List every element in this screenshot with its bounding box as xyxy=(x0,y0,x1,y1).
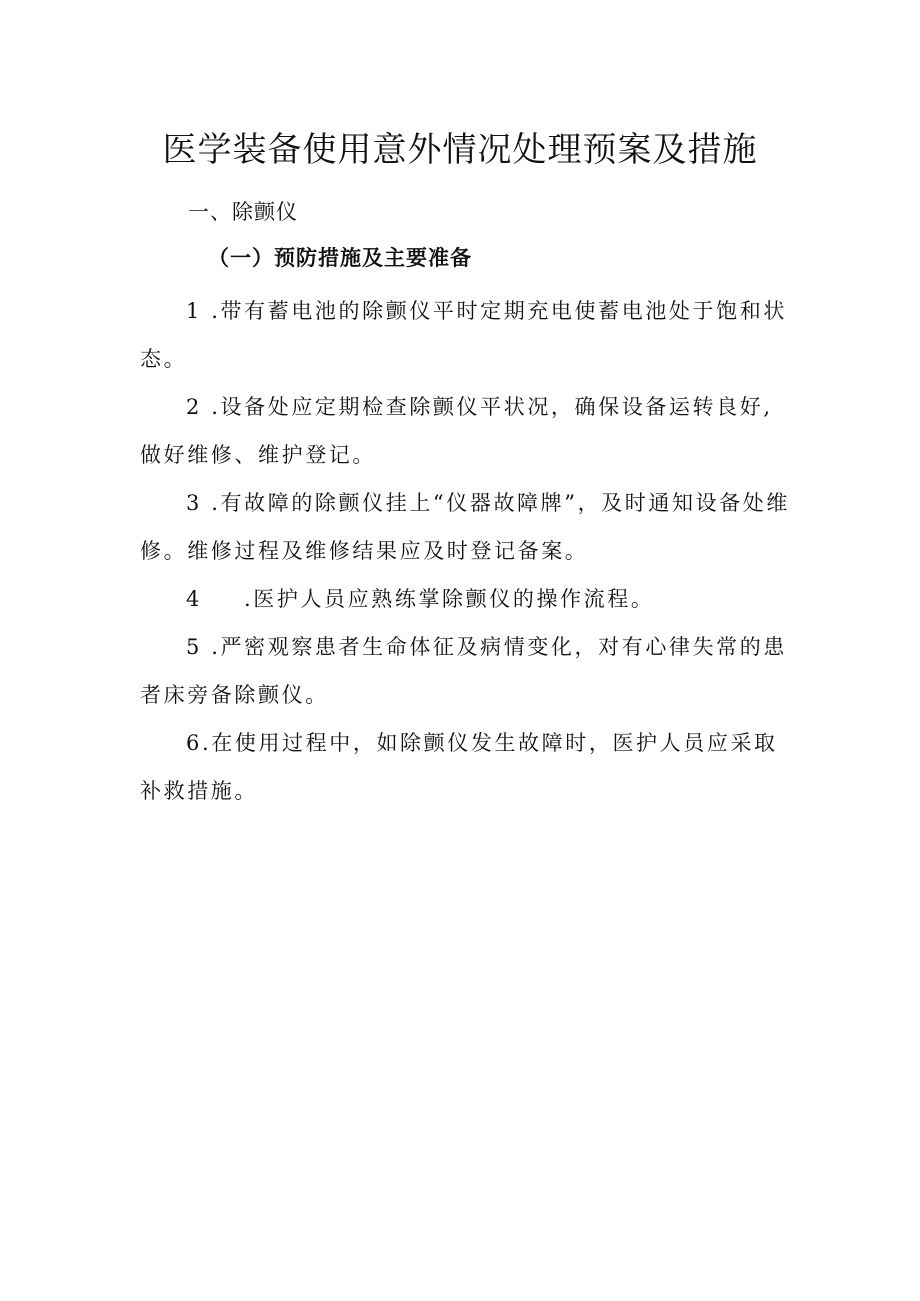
section-heading: 一、除颤仪 xyxy=(188,200,298,224)
item-text: .带有蓄电池的除颤仪平时定期充电使蓄电池处于饱和状态。 xyxy=(140,299,787,371)
item-text: .严密观察患者生命体征及病情变化，对有心律失常的患者床旁备除颤仪。 xyxy=(140,635,787,707)
item-text: .在使用过程中，如除颤仪发生故障时，医护人员应采取补救措施。 xyxy=(140,731,778,803)
list-item xyxy=(140,719,790,815)
measures-list xyxy=(140,287,790,815)
list-item xyxy=(140,287,790,383)
item-text: .设备处应定期检查除颤仪平状况，确保设备运转良好,做好维修、维护登记。 xyxy=(140,395,773,467)
item-number: 1 xyxy=(186,299,202,323)
item-text: .医护人员应熟练掌除颤仪的操作流程。 xyxy=(243,587,655,611)
item-number: 2 xyxy=(186,395,202,419)
document-title: 医学装备使用意外情况处理预案及措施 xyxy=(162,130,758,170)
item-number: 6 xyxy=(186,731,202,755)
list-item xyxy=(140,575,790,623)
item-number: 5 xyxy=(186,635,202,659)
list-item xyxy=(140,479,790,575)
subsection-heading: （一）预防措施及主要准备 xyxy=(208,245,472,270)
item-number: 4 xyxy=(186,587,202,611)
item-number: 3 xyxy=(186,491,202,515)
item-text: .有故障的除颤仪挂上“仪器故障牌”，及时通知设备处维修。维修过程及维修结果应及时登记备案。 xyxy=(140,491,790,563)
list-item xyxy=(140,623,790,719)
list-item xyxy=(140,383,790,479)
